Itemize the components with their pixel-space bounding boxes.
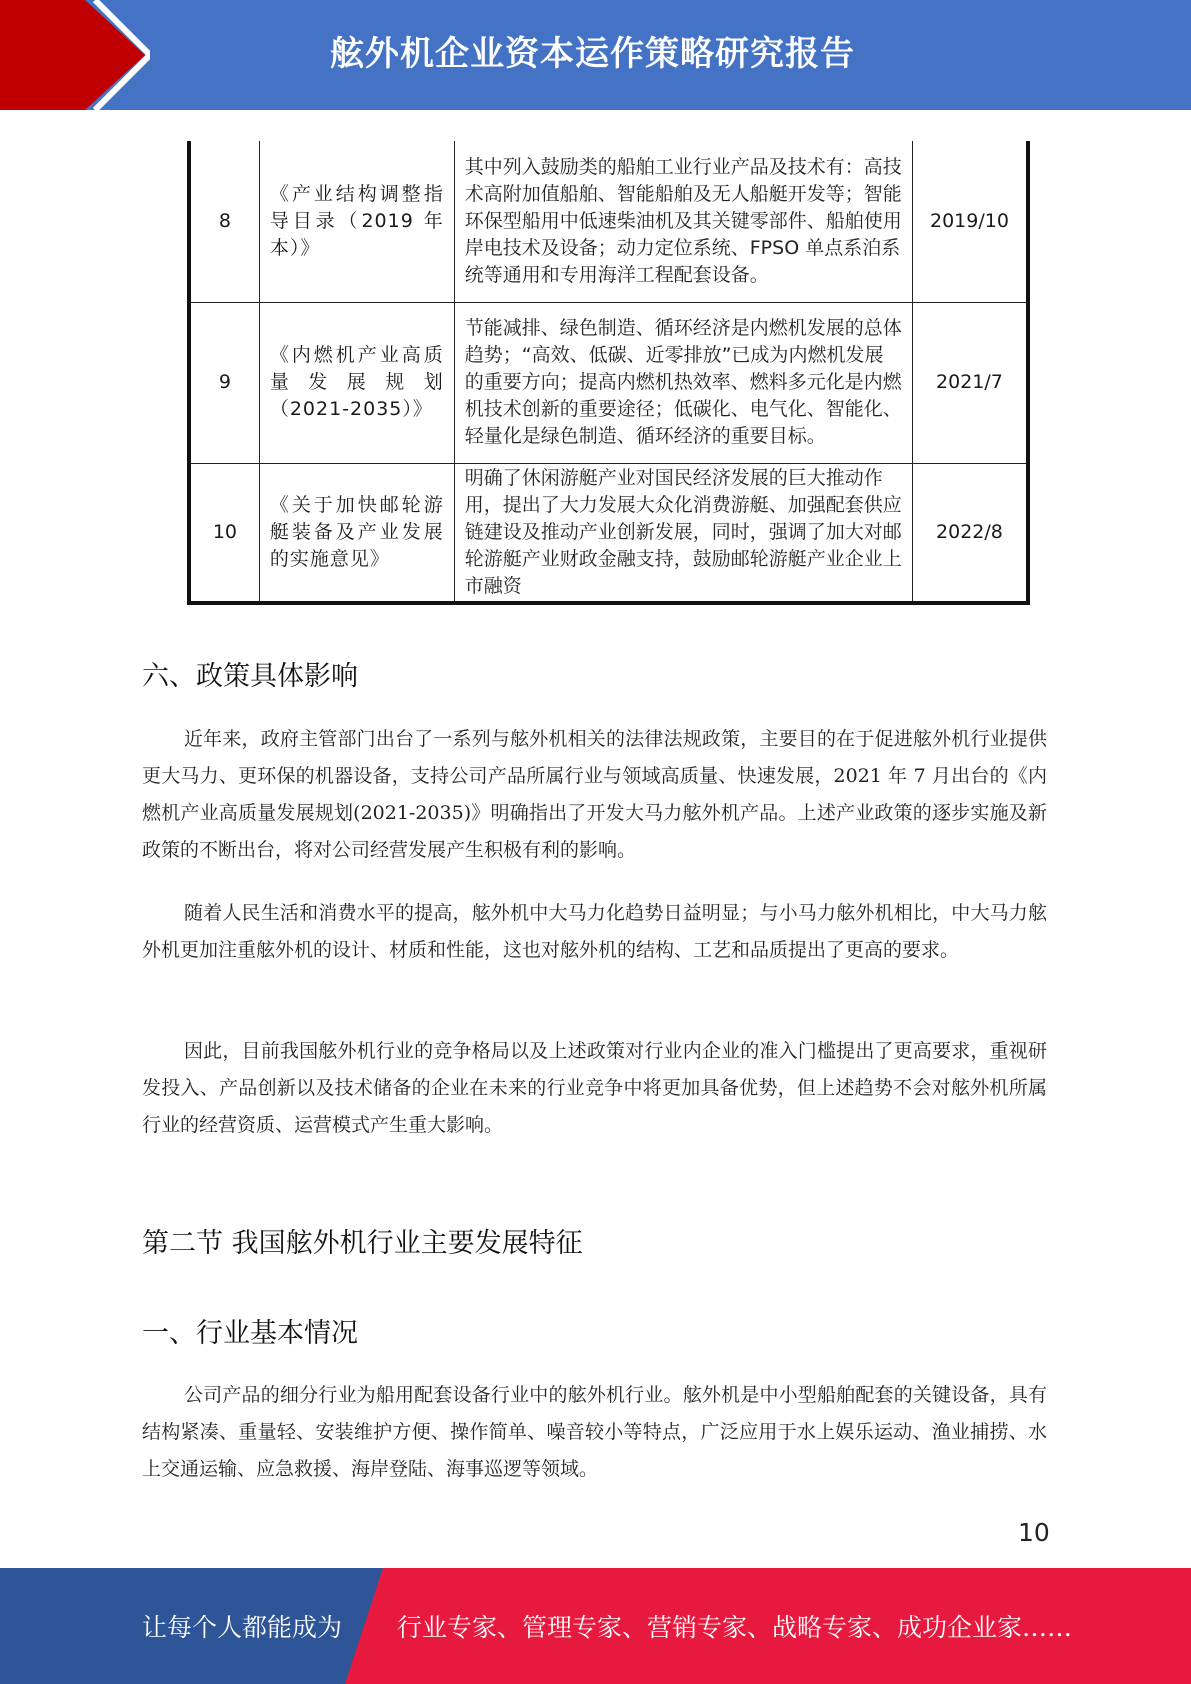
policy-date: 2021/7 — [912, 302, 1028, 463]
footer-slogan-right: 行业专家、管理专家、营销专家、战略专家、成功企业家…… — [397, 1613, 1073, 1642]
footer-banner — [0, 1568, 1191, 1684]
table-row — [189, 302, 1028, 463]
header-bar — [0, 0, 1191, 110]
policy-description: 明确了休闲游艇产业对国民经济发展的巨大推动作用，提出了大力发展大众化消费游艇、加强配套供应链建设及推动产业创新发展，同时，强调了加大对邮轮游艇产业财政金融支持，鼓励邮轮游艇产业企业上市融资 — [454, 463, 912, 603]
policy-description: 节能减排、绿色制造、循环经济是内燃机发展的总体趋势；“高效、低碳、近零排放”已成为内燃机发展的重要方向；提高内燃机热效率、燃料多元化是内燃机技术创新的重要途径；低碳化、电气化、智能化、轻量化是绿色制造、循环经济的重要目标。 — [454, 302, 912, 463]
chapter-heading: 第二节 我国舷外机行业主要发展特征 — [142, 1228, 583, 1259]
section-heading: 一、行业基本情况 — [142, 1318, 358, 1349]
table-row — [189, 141, 1028, 302]
body-paragraph: 近年来，政府主管部门出台了一系列与舷外机相关的法律法规政策，主要目的在于促进舷外机行业提供更大马力、更环保的机器设备，支持公司产品所属行业与领域高质量、快速发展，2021 年 7 月出台的《内燃机产业高质量发展规划(2021-2035)》明确指出了开发大马力舷外机产品。上述产业政策的逐步实施及新政策的不断出台，将对公司经营发展产生积极有利的影响。 — [142, 728, 1047, 861]
body-paragraph: 随着人民生活和消费水平的提高，舷外机中大马力化趋势日益明显；与小马力舷外机相比，中大马力舷外机更加注重舷外机的设计、材质和性能，这也对舷外机的结构、工艺和品质提出了更高的要求。 — [142, 902, 1047, 961]
policy-table — [187, 141, 1030, 605]
policy-name: 《产业结构调整指导目录（2019 年本）》 — [259, 141, 454, 302]
report-title: 舷外机企业资本运作策略研究报告 — [330, 34, 855, 74]
policy-date: 2019/10 — [912, 141, 1028, 302]
page-number: 10 — [1018, 1518, 1050, 1547]
body-paragraph: 因此，目前我国舷外机行业的竞争格局以及上述政策对行业内企业的准入门槛提出了更高要求，重视研发投入、产品创新以及技术储备的企业在未来的行业竞争中将更加具备优势，但上述趋势不会对舷外机所属行业的经营资质、运营模式产生重大影响。 — [142, 1040, 1047, 1136]
section-heading: 六、政策具体影响 — [142, 661, 358, 692]
policy-description: 其中列入鼓励类的船舶工业行业产品及技术有：高技术高附加值船舶、智能船舶及无人船艇开发等；智能环保型船用中低速柴油机及其关键零部件、船舶使用岸电技术及设备；动力定位系统、FPSO 单点系泊系统等通用和专用海洋工程配套设备。 — [454, 141, 912, 302]
footer-slogan-left: 让每个人都能成为 — [142, 1613, 343, 1642]
row-number: 10 — [189, 463, 259, 603]
body-paragraph: 公司产品的细分行业为船用配套设备行业中的舷外机行业。舷外机是中小型船舶配套的关键设备，具有结构紧凑、重量轻、安装维护方便、操作简单、噪音较小等特点，广泛应用于水上娱乐运动、渔业捕捞、水上交通运输、应急救援、海岸登陆、海事巡逻等领域。 — [142, 1384, 1047, 1480]
table-row — [189, 463, 1028, 603]
policy-name: 《关于加快邮轮游艇装备及产业发展的实施意见》 — [259, 463, 454, 603]
row-number: 8 — [189, 141, 259, 302]
row-number: 9 — [189, 302, 259, 463]
policy-date: 2022/8 — [912, 463, 1028, 603]
policy-name: 《内燃机产业高质量发展规划（2021-2035）》 — [259, 302, 454, 463]
header-arrow-icon — [0, 0, 150, 110]
